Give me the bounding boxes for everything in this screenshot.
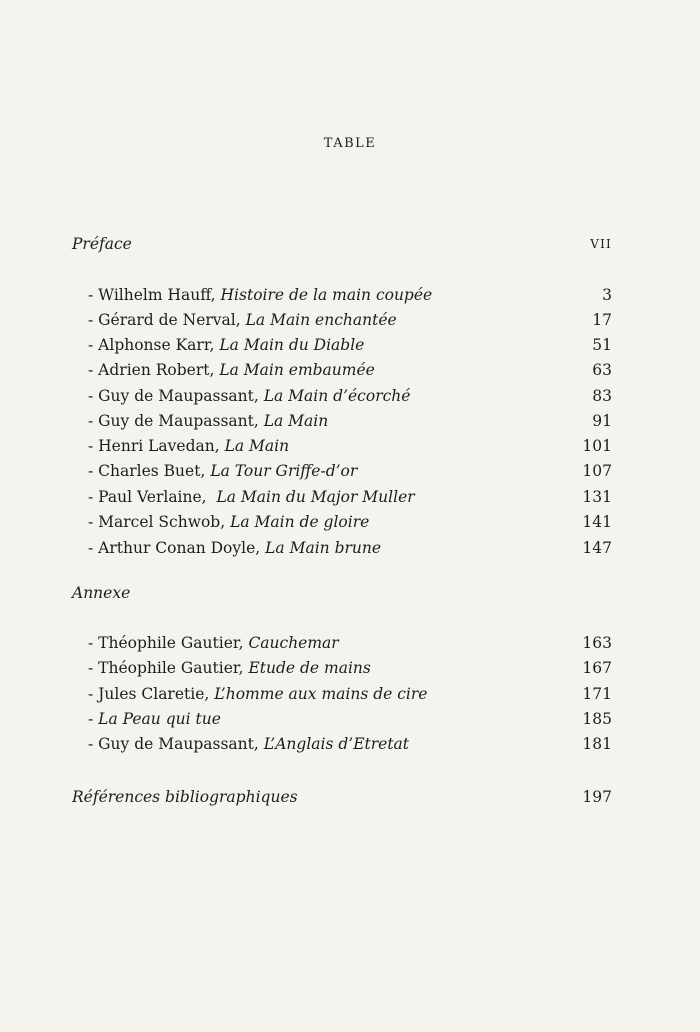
entry-author: - Marcel Schwob, [88, 513, 231, 531]
entry-author: - [88, 710, 99, 728]
entry-work: La Main brune [265, 539, 382, 557]
entry-page: 91 [592, 412, 612, 430]
entry-page: 3 [602, 286, 612, 304]
entry-page: 171 [582, 685, 612, 703]
entry-work: Etude de mains [248, 659, 371, 677]
toc-entry [88, 283, 612, 307]
entry-author: - Guy de Maupassant, [88, 735, 264, 753]
entry-author: - Guy de Maupassant, [88, 412, 264, 430]
toc-annexe [72, 581, 612, 605]
preface-label: Préface [72, 235, 132, 253]
entry-work: La Main du Major Muller [216, 488, 415, 506]
entry-work: L’homme aux mains de cire [214, 685, 428, 703]
entry-page: 163 [582, 634, 612, 652]
toc-entry [88, 358, 612, 382]
preface-page: VII [590, 237, 612, 251]
entry-page: 101 [582, 437, 612, 455]
toc-entry [88, 384, 612, 408]
entry-work: La Main de gloire [230, 513, 370, 531]
toc-entry [88, 656, 612, 680]
entry-work: La Main d’écorché [263, 387, 411, 405]
entry-page: 131 [582, 488, 612, 506]
entry-author: - Théophile Gautier, [88, 659, 249, 677]
references-page: 197 [582, 788, 612, 806]
toc-references [72, 785, 612, 809]
entry-author: - Gérard de Nerval, [88, 311, 246, 329]
entry-author: - Théophile Gautier, [88, 634, 249, 652]
toc-entry [88, 409, 612, 433]
entry-work: La Main du Diable [219, 336, 365, 354]
toc-entry [88, 459, 612, 483]
entry-work: La Main embaumée [219, 361, 375, 379]
toc-entry [88, 510, 612, 534]
entry-work: La Peau qui tue [98, 710, 221, 728]
entry-page: 51 [592, 336, 612, 354]
entry-author: - Henri Lavedan, [88, 437, 225, 455]
toc-entry [88, 631, 612, 655]
toc-entry [88, 485, 612, 509]
toc-entry [88, 308, 612, 332]
entry-page: 167 [582, 659, 612, 677]
toc-entry [88, 434, 612, 458]
entry-work: Cauchemar [248, 634, 339, 652]
entry-page: 17 [592, 311, 612, 329]
toc-entry [88, 682, 612, 706]
entry-page: 63 [592, 361, 612, 379]
entry-author: - Charles Buet, [88, 462, 211, 480]
entry-author: - Alphonse Karr, [88, 336, 220, 354]
entry-author: - Wilhelm Hauff, [88, 286, 221, 304]
annexe-label: Annexe [72, 584, 131, 602]
entry-page: 107 [582, 462, 612, 480]
page-title: TABLE [323, 136, 377, 151]
toc-entry [88, 707, 612, 731]
entry-page: 83 [592, 387, 612, 405]
toc-preface [72, 232, 612, 256]
entry-work: La Tour Griffe-d’or [210, 462, 358, 480]
toc-entry [88, 536, 612, 560]
entry-author: - Jules Claretie, [88, 685, 215, 703]
entry-work: La Main enchantée [245, 311, 397, 329]
entry-work: L’Anglais d’Etretat [263, 735, 410, 753]
entry-work: La Main [263, 412, 329, 430]
entry-work: La Main [224, 437, 290, 455]
entry-author: - Adrien Robert, [88, 361, 220, 379]
entry-page: 147 [582, 539, 612, 557]
toc-entry [88, 333, 612, 357]
entry-page: 141 [582, 513, 612, 531]
entry-page: 185 [582, 710, 612, 728]
references-label: Références bibliographiques [72, 788, 298, 806]
entry-author: - Paul Verlaine, [88, 488, 217, 506]
entry-author: - Arthur Conan Doyle, [88, 539, 266, 557]
entry-work: Histoire de la main coupée [220, 286, 433, 304]
entry-page: 181 [582, 735, 612, 753]
toc-entry [88, 732, 612, 756]
entry-author: - Guy de Maupassant, [88, 387, 264, 405]
